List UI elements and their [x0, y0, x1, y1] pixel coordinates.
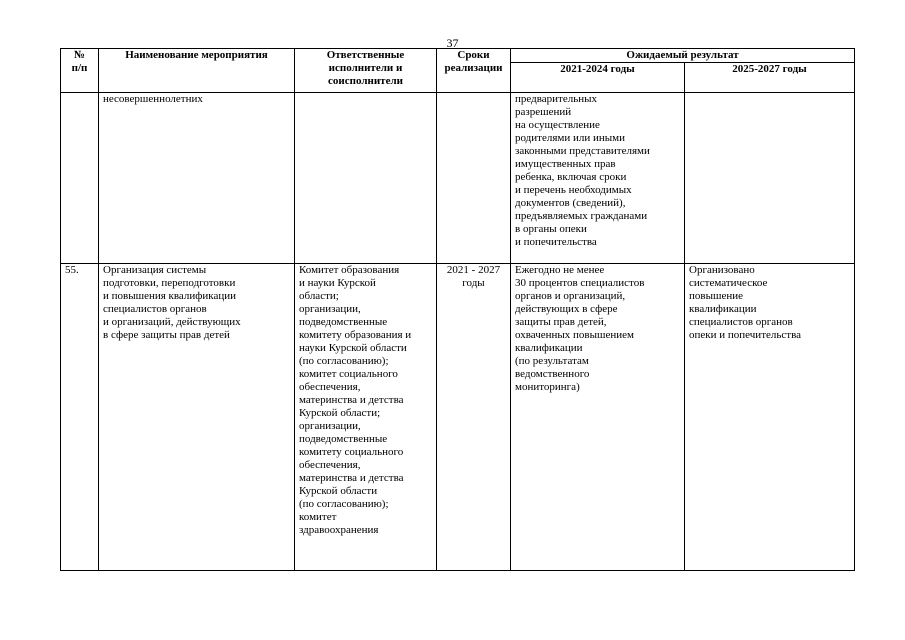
header-num: № п/п — [61, 49, 99, 93]
cell-event-name: Организация системы подготовки, переподготовки и повышения квалификации специалистов органов и организаций, действующих в сфере защиты прав детей — [99, 264, 295, 571]
header-period-2025-2027: 2025-2027 годы — [685, 63, 855, 93]
header-terms: Сроки реализации — [437, 49, 511, 93]
cell-num — [61, 93, 99, 264]
header-event-name: Наименование мероприятия — [99, 49, 295, 93]
cell-result-2021-2024: Ежегодно не менее 30 процентов специалистов органов и организаций, действующих в сфере защиты прав детей, охваченных повышением квалификации (по результатам ведомственного мониторинга) — [511, 264, 685, 571]
table-row — [61, 264, 855, 571]
cell-num: 55. — [61, 264, 99, 571]
cell-event-name: несовершеннолетних — [99, 93, 295, 264]
cell-terms: 2021 - 2027 годы — [437, 264, 511, 571]
page-number: 37 — [446, 36, 459, 50]
cell-terms — [437, 93, 511, 264]
cell-result-2021-2024: предварительных разрешений на осуществление родителями или иными законными представителями имущественных прав ребенка, включая сроки и перечень необходимых документов (сведений), предъявляемых гражданами в органы опеки и попечительства — [511, 93, 685, 264]
cell-executors: Комитет образования и науки Курской области; организации, подведомственные комитету образования и науки Курской области (по согласованию); комитет социального обеспечения, материнства и детства Курской области; организации, подведомственные комитету социального обеспечения, материнства и детства Курской области (по согласованию); комитет здравоохранения — [295, 264, 437, 571]
cell-executors — [295, 93, 437, 264]
table-row — [61, 93, 855, 264]
header-executors: Ответственные исполнители и соисполнители — [295, 49, 437, 93]
activities-table — [60, 48, 855, 571]
cell-result-2025-2027 — [685, 93, 855, 264]
header-period-2021-2024: 2021-2024 годы — [511, 63, 685, 93]
header-expected-result: Ожидаемый результат — [511, 49, 855, 63]
cell-result-2025-2027: Организовано систематическое повышение квалификации специалистов органов опеки и попечительства — [685, 264, 855, 571]
table-header-row — [61, 49, 855, 63]
